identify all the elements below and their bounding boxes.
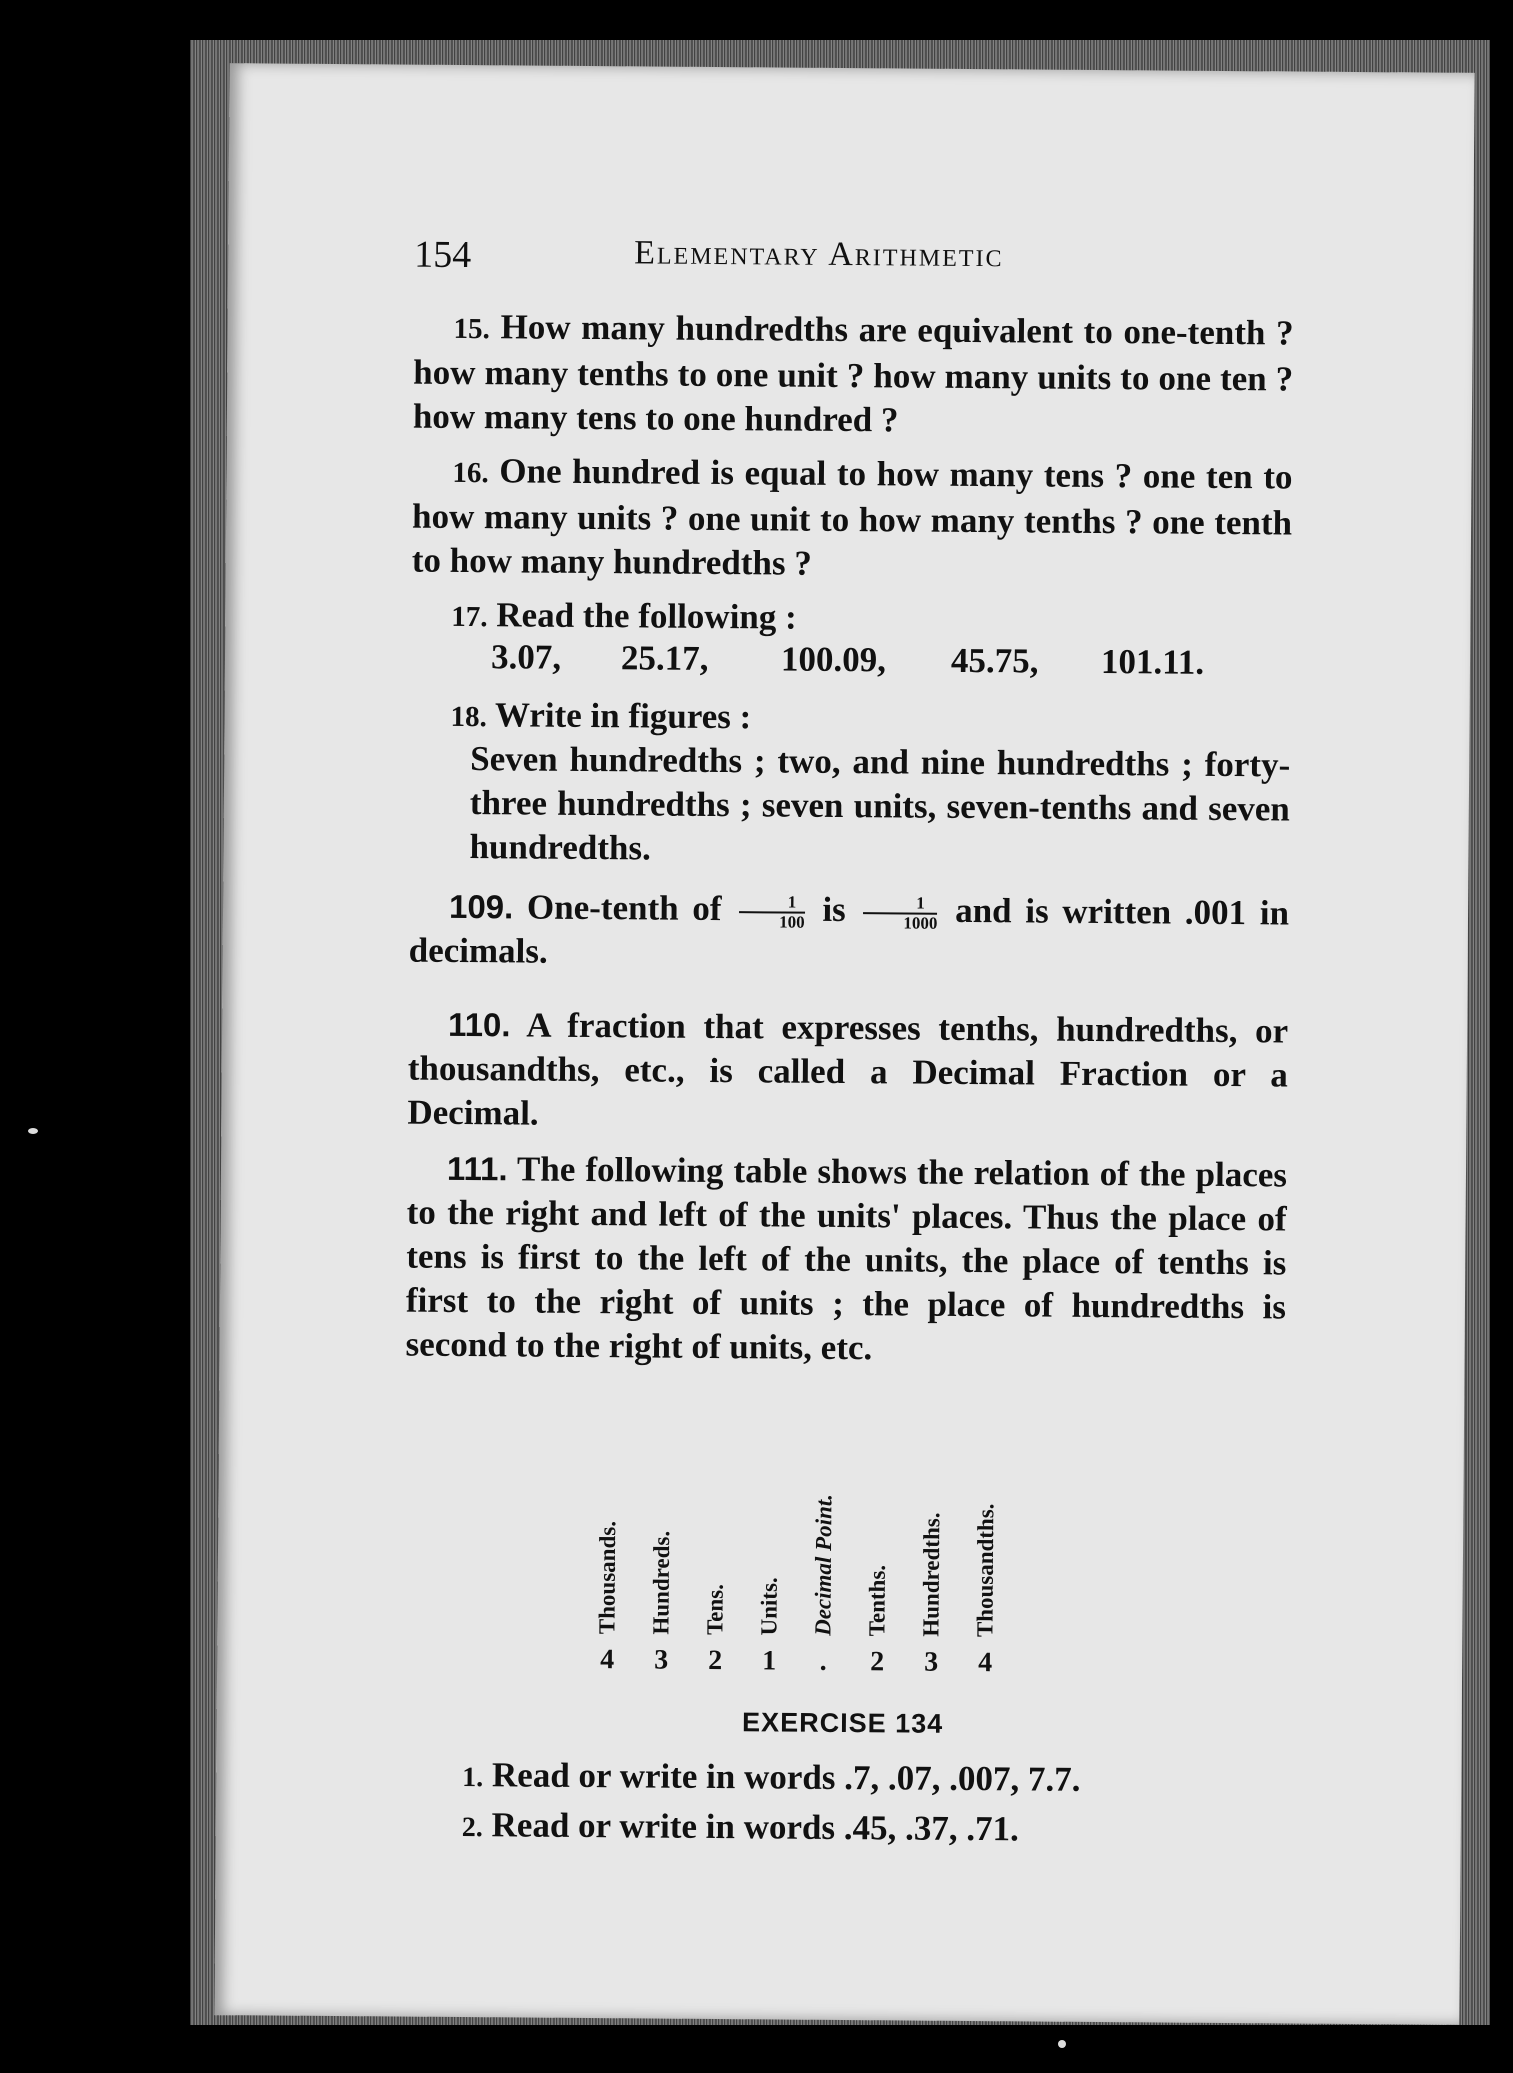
decimal-value: 101.11. [1100, 642, 1205, 682]
decimal-value: 3.07, [490, 637, 562, 677]
place-digit: . [819, 1645, 827, 1677]
page-number: 154 [414, 233, 472, 277]
question-text: How many hundredths are equivalent to one-tenth ? how many tenths to one unit ? how many units to one ten ? how many tens to one hundred ? [412, 307, 1294, 440]
place-column-units [749, 1327, 792, 1677]
question-16 [412, 449, 1293, 590]
place-digit: 4 [978, 1647, 993, 1679]
scan-speck [1058, 2040, 1066, 2048]
term-decimal-fraction: Decimal Fraction [912, 1052, 1189, 1094]
scan-speck [28, 1128, 38, 1134]
exercise-title: EXERCISE 134 [742, 1707, 944, 1739]
place-digit: 1 [762, 1645, 777, 1677]
paragraph-text-mid: is [822, 889, 846, 930]
place-label: Hundreds. [648, 1530, 675, 1635]
place-column-hundreds [641, 1326, 684, 1676]
exercise-item-number: 2. [461, 1812, 483, 1844]
place-label: Thousandths. [972, 1503, 999, 1638]
decimal-value: 25.17, [620, 638, 709, 678]
place-label: Tens. [702, 1583, 728, 1636]
page-header [414, 233, 1314, 300]
question-number: 16. [452, 456, 489, 490]
paragraph-text-post: and is written .001 in decimals. [408, 890, 1290, 971]
place-column-tens [695, 1327, 738, 1677]
exercise-item-number: 1. [462, 1762, 484, 1794]
place-label: Units. [756, 1577, 782, 1636]
term-decimal: Decimal. [407, 1092, 539, 1133]
place-label: Hundredths. [918, 1512, 945, 1637]
exercise-item [462, 1755, 1081, 1800]
question-text: Write in figures : [494, 695, 752, 737]
question-number: 15. [453, 312, 490, 346]
question-text: One hundred is equal to how many tens ? one ten to how many units ? one unit to how many tenths ? one tenth to how many hundredths ? [411, 451, 1293, 583]
question-number: 17. [451, 600, 488, 634]
question-number: 18. [450, 700, 487, 734]
place-column-thousands [587, 1326, 630, 1676]
place-column-decimal-point [803, 1328, 846, 1678]
fraction-one-hundredth: $\frac{1}{100}$ [739, 894, 805, 931]
place-label: Thousands. [594, 1520, 621, 1635]
exercise-item-text: Read or write in words .7, .07, .007, 7.7. [491, 1755, 1081, 1799]
fraction-one-thousandth: $\frac{1}{1000}$ [863, 895, 937, 932]
place-column-tenths [857, 1328, 900, 1678]
place-label: Decimal Point. [810, 1493, 837, 1636]
place-column-hundredths [911, 1329, 954, 1679]
place-digit: 2 [870, 1646, 885, 1678]
paragraph-text-pre: One-tenth of [526, 887, 722, 929]
question-body: Seven hundredths ; two, and nine hundredths ; forty-three hundredths ; seven units, seven-tenths and seven hundredths. [469, 739, 1291, 868]
place-digit: 2 [708, 1644, 723, 1677]
paragraph-text: The following table shows the relation of the places to the right and left of the units' places. Thus the place of tens is first to the left of the units, the place of tenths is first to the right of units ; the place of hundredths is second to the right of units, etc. [405, 1149, 1288, 1368]
paragraph-text: A fraction that expresses tenths, hundredths, or thousandths, etc., is called a [407, 1005, 1289, 1092]
decimal-value: 45.75, [950, 640, 1039, 681]
exercise-item-text: Read or write in words .45, .37, .71. [491, 1805, 1019, 1849]
place-column-thousandths [965, 1329, 1008, 1679]
place-label: Tenths. [864, 1564, 890, 1637]
decimal-value: 100.09, [780, 639, 887, 680]
paragraph-number: 110. [447, 1005, 511, 1044]
place-value-table [587, 1326, 1030, 1679]
place-digit: 3 [654, 1644, 669, 1676]
question-18-body [469, 737, 1290, 875]
place-digit: 4 [600, 1644, 615, 1676]
paragraph-number: 109. [448, 887, 514, 926]
place-digit: 3 [924, 1646, 939, 1678]
running-title: Elementary Arithmetic [634, 234, 1004, 275]
question-text: Read the following : [496, 595, 797, 637]
paragraph-110 [407, 1003, 1288, 1142]
question-15 [413, 305, 1294, 446]
exercise-item [462, 1805, 1019, 1849]
paragraph-number: 111. [446, 1149, 508, 1188]
paragraph-109 [409, 885, 1290, 980]
paragraph-text-or: or a [1212, 1054, 1288, 1095]
book-page [214, 63, 1474, 2025]
